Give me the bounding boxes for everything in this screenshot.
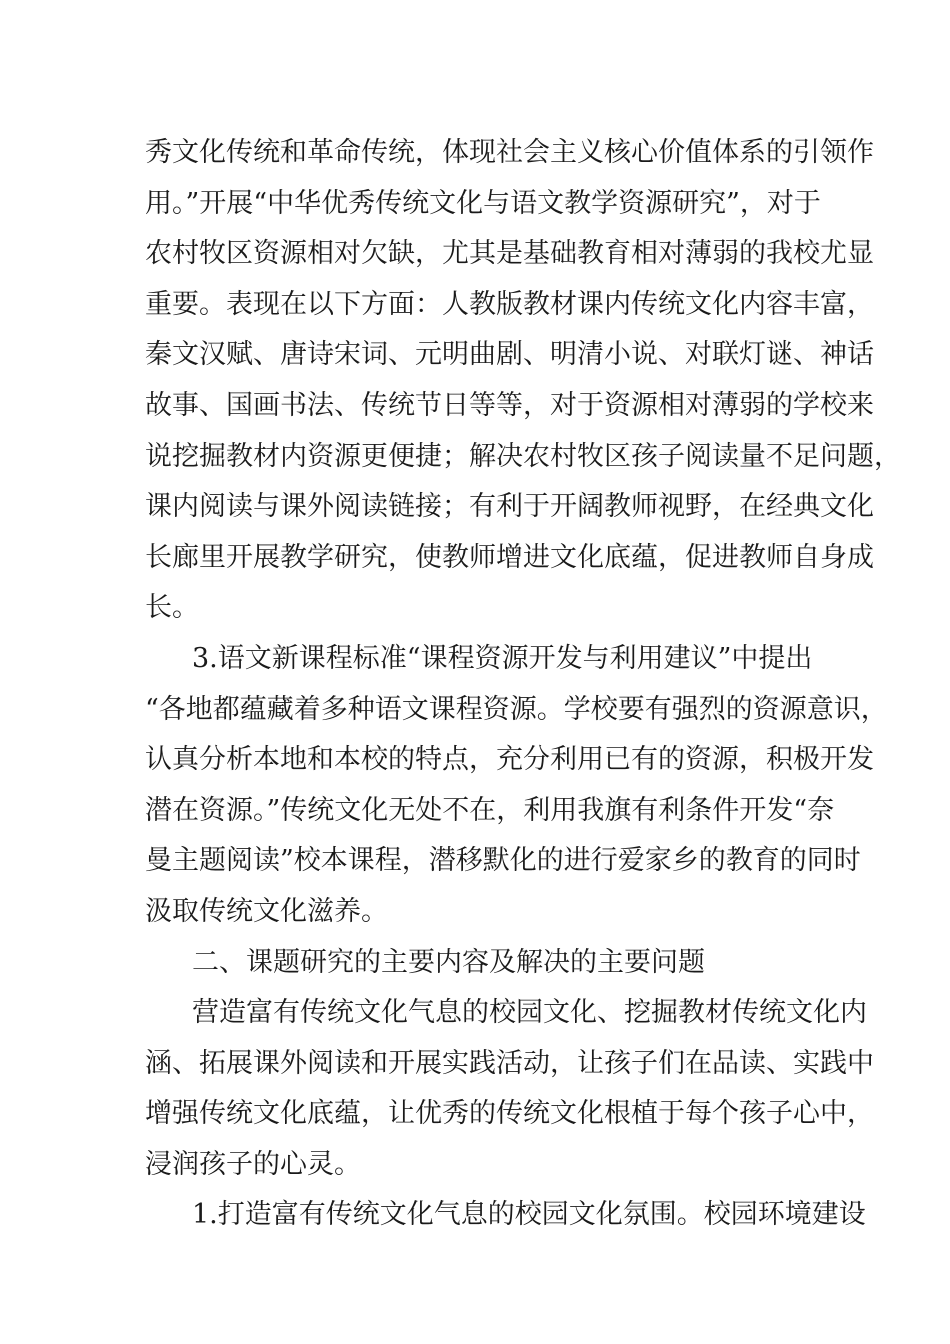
text-line: 说挖掘教材内资源更便捷；解决农村牧区孩子阅读量不足问题，	[145, 440, 901, 472]
text-line: 秦文汉赋、唐诗宋词、元明曲剧、明清小说、对联灯谜、神话	[145, 339, 874, 371]
text-line: 故事、国画书法、传统节日等等，对于资源相对薄弱的学校来	[145, 389, 874, 421]
text-line: 长。	[145, 592, 199, 624]
paragraph-start-line: 3.语文新课程标准“课程资源开发与利用建议”中提出	[192, 642, 813, 674]
text-line: 长廊里开展教学研究，使教师增进文化底蕴，促进教师自身成	[145, 541, 874, 573]
body-text	[145, 128, 901, 1241]
section-heading: 二、课题研究的主要内容及解决的主要问题	[192, 946, 705, 978]
paragraph-start-line: 1.打造富有传统文化气息的校园文化氛围。校园环境建设	[192, 1199, 866, 1231]
text-line: 增强传统文化底蕴，让优秀的传统文化根植于每个孩子心中，	[145, 1098, 874, 1130]
text-line: 潜在资源。”传统文化无处不在，利用我旗有利条件开发“奈	[145, 794, 835, 826]
text-line: 农村牧区资源相对欠缺，尤其是基础教育相对薄弱的我校尤显	[145, 238, 874, 270]
text-line: 认真分析本地和本校的特点，充分利用已有的资源，积极开发	[145, 744, 874, 776]
text-line: 浸润孩子的心灵。	[145, 1148, 361, 1180]
text-line: 汲取传统文化滋养。	[145, 895, 388, 927]
text-line: 涵、拓展课外阅读和开展实践活动，让孩子们在品读、实践中	[145, 1047, 874, 1079]
text-line: 曼主题阅读”校本课程，潜移默化的进行爱家乡的教育的同时	[145, 845, 861, 877]
text-line: “各地都蕴藏着多种语文课程资源。学校要有强烈的资源意识，	[145, 693, 888, 725]
text-line: 秀文化传统和革命传统，体现社会主义核心价值体系的引领作	[145, 137, 874, 168]
paragraph-start-line: 营造富有传统文化气息的校园文化、挖掘教材传统文化内	[192, 997, 867, 1029]
text-line: 用。”开展“中华优秀传统文化与语文教学资源研究”，对于	[145, 187, 821, 219]
text-line: 课内阅读与课外阅读链接；有利于开阔教师视野，在经典文化	[145, 491, 874, 523]
text-line: 重要。表现在以下方面：人教版教材课内传统文化内容丰富，	[145, 288, 874, 320]
